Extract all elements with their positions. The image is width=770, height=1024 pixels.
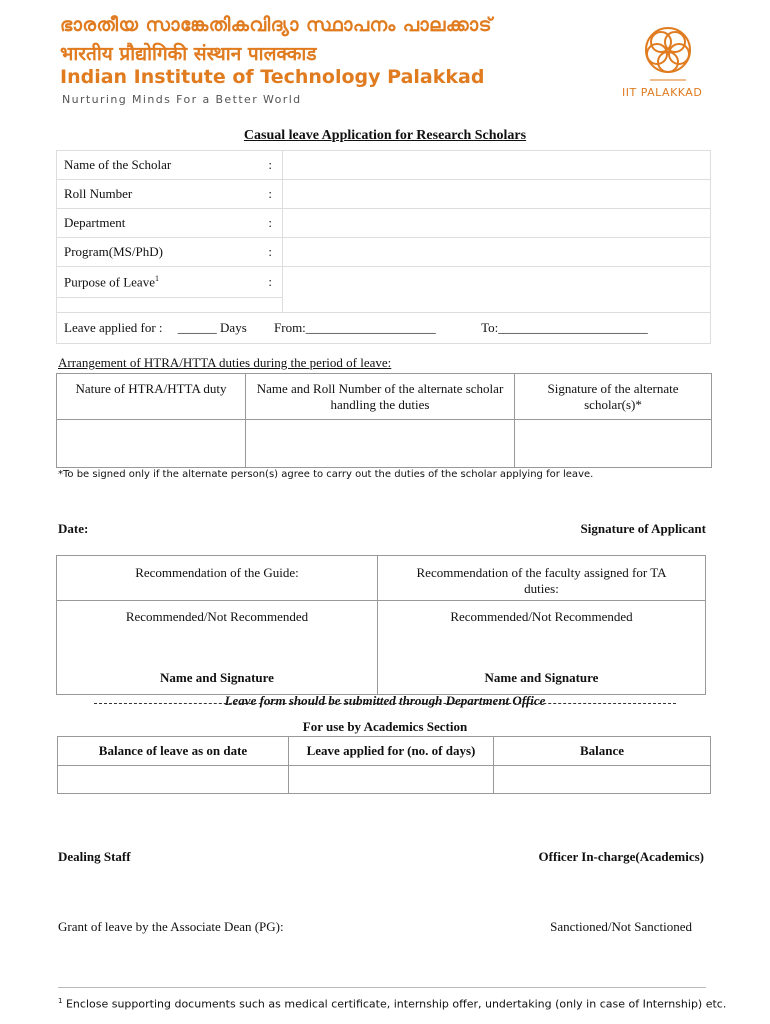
col-header: Signature of the alternate scholar(s)* <box>515 374 712 420</box>
balance-result-cell[interactable] <box>494 766 711 794</box>
dealing-staff-label: Dealing Staff <box>58 849 131 864</box>
header-malayalam: ഭാരതീയ സാങ്കേതികവിദ്യാ സ്ഥാപനം പാലക്കാട് <box>60 14 493 36</box>
col-header: Balance of leave as on date <box>58 737 289 766</box>
footnote-divider <box>58 987 706 988</box>
field-input-roll[interactable] <box>283 180 711 209</box>
leave-applied-row <box>57 313 711 344</box>
date-label: Date: <box>58 521 89 536</box>
header-hindi: भारतीय प्रौद्योगिकी संस्थान पालक्काड <box>60 43 317 65</box>
field-label: Program(MS/PhD) <box>64 244 163 259</box>
leave-to-field[interactable]: To:_______________________ <box>481 320 648 335</box>
guide-status[interactable]: Recommended/Not Recommended <box>125 609 309 624</box>
footnote: $^1$ Enclose supporting documents such as medical certificate, internship offer, undertaking (only in case of Internship) etc. <box>58 997 727 1011</box>
faculty-recommendation-cell[interactable] <box>378 601 706 695</box>
header-english: Indian Institute of Technology Palakkad <box>60 66 485 88</box>
field-row-roll: Roll Number : <box>57 180 711 209</box>
field-input-department[interactable] <box>283 209 711 238</box>
leave-from-field[interactable]: From:____________________ <box>274 320 436 335</box>
arrangement-heading: Arrangement of HTRA/HTTA duties during the period of leave: <box>58 355 392 370</box>
leave-applied-label: Leave applied for : <box>64 320 163 335</box>
alternate-signature-cell[interactable] <box>515 420 712 468</box>
field-label: Roll Number <box>64 186 133 201</box>
field-row-department: Department : <box>57 209 711 238</box>
recommendation-table <box>56 555 706 695</box>
duty-nature-cell[interactable] <box>57 420 246 468</box>
field-input-purpose[interactable] <box>283 267 711 313</box>
header-tagline: Nurturing Minds For a Better World <box>62 93 302 106</box>
leave-days-field[interactable]: ______ Days <box>177 320 247 335</box>
faculty-heading: Recommendation of the faculty assigned for TA duties: <box>378 556 706 601</box>
logo-text: IIT PALAKKAD <box>622 86 703 99</box>
scholar-details-table <box>56 150 711 344</box>
officer-label: Officer In-charge(Academics) <box>538 849 704 864</box>
faculty-sign-label: Name and Signature <box>484 670 599 685</box>
guide-sign-label: Name and Signature <box>160 670 274 685</box>
academics-table <box>57 736 711 794</box>
col-header: Nature of HTRA/HTTA duty <box>57 374 246 420</box>
col-header: Leave applied for (no. of days) <box>289 737 494 766</box>
guide-recommendation-cell[interactable] <box>57 601 378 695</box>
grant-label: Grant of leave by the Associate Dean (PG): <box>58 919 284 934</box>
submit-note: Leave form should be submitted through Department Office <box>224 693 546 708</box>
balance-cell[interactable] <box>58 766 289 794</box>
field-row-name: Name of the Scholar : <box>57 151 711 180</box>
faculty-status[interactable]: Recommended/Not Recommended <box>450 609 633 624</box>
signature-applicant-label: Signature of Applicant <box>580 521 706 536</box>
field-label: Name of the Scholar <box>64 157 172 172</box>
field-input-name[interactable] <box>283 151 711 180</box>
sanction-status[interactable]: Sanctioned/Not Sanctioned <box>550 919 692 934</box>
footnote-mark: 1 <box>154 273 159 283</box>
form-title: Casual leave Application for Research Scholars <box>243 128 527 143</box>
alternate-scholar-cell[interactable] <box>246 420 515 468</box>
field-label: Purpose of Leave <box>64 274 155 290</box>
arrangement-table <box>56 373 712 468</box>
cut-divider <box>94 703 676 704</box>
col-header: Name and Roll Number of the alternate scholar handling the duties <box>246 374 515 420</box>
field-row-purpose: Purpose of Leave$^1$ : <box>57 267 711 298</box>
arrangement-note: *To be signed only if the alternate person(s) agree to carry out the duties of the scholar applying for leave. <box>58 469 594 480</box>
applied-days-cell[interactable] <box>289 766 494 794</box>
academics-heading: For use by Academics Section <box>302 719 468 734</box>
guide-heading: Recommendation of the Guide: <box>57 556 378 601</box>
col-header: Balance <box>494 737 711 766</box>
field-input-program[interactable] <box>283 238 711 267</box>
field-row-program: Program(MS/PhD) : <box>57 238 711 267</box>
field-label: Department <box>64 215 126 230</box>
